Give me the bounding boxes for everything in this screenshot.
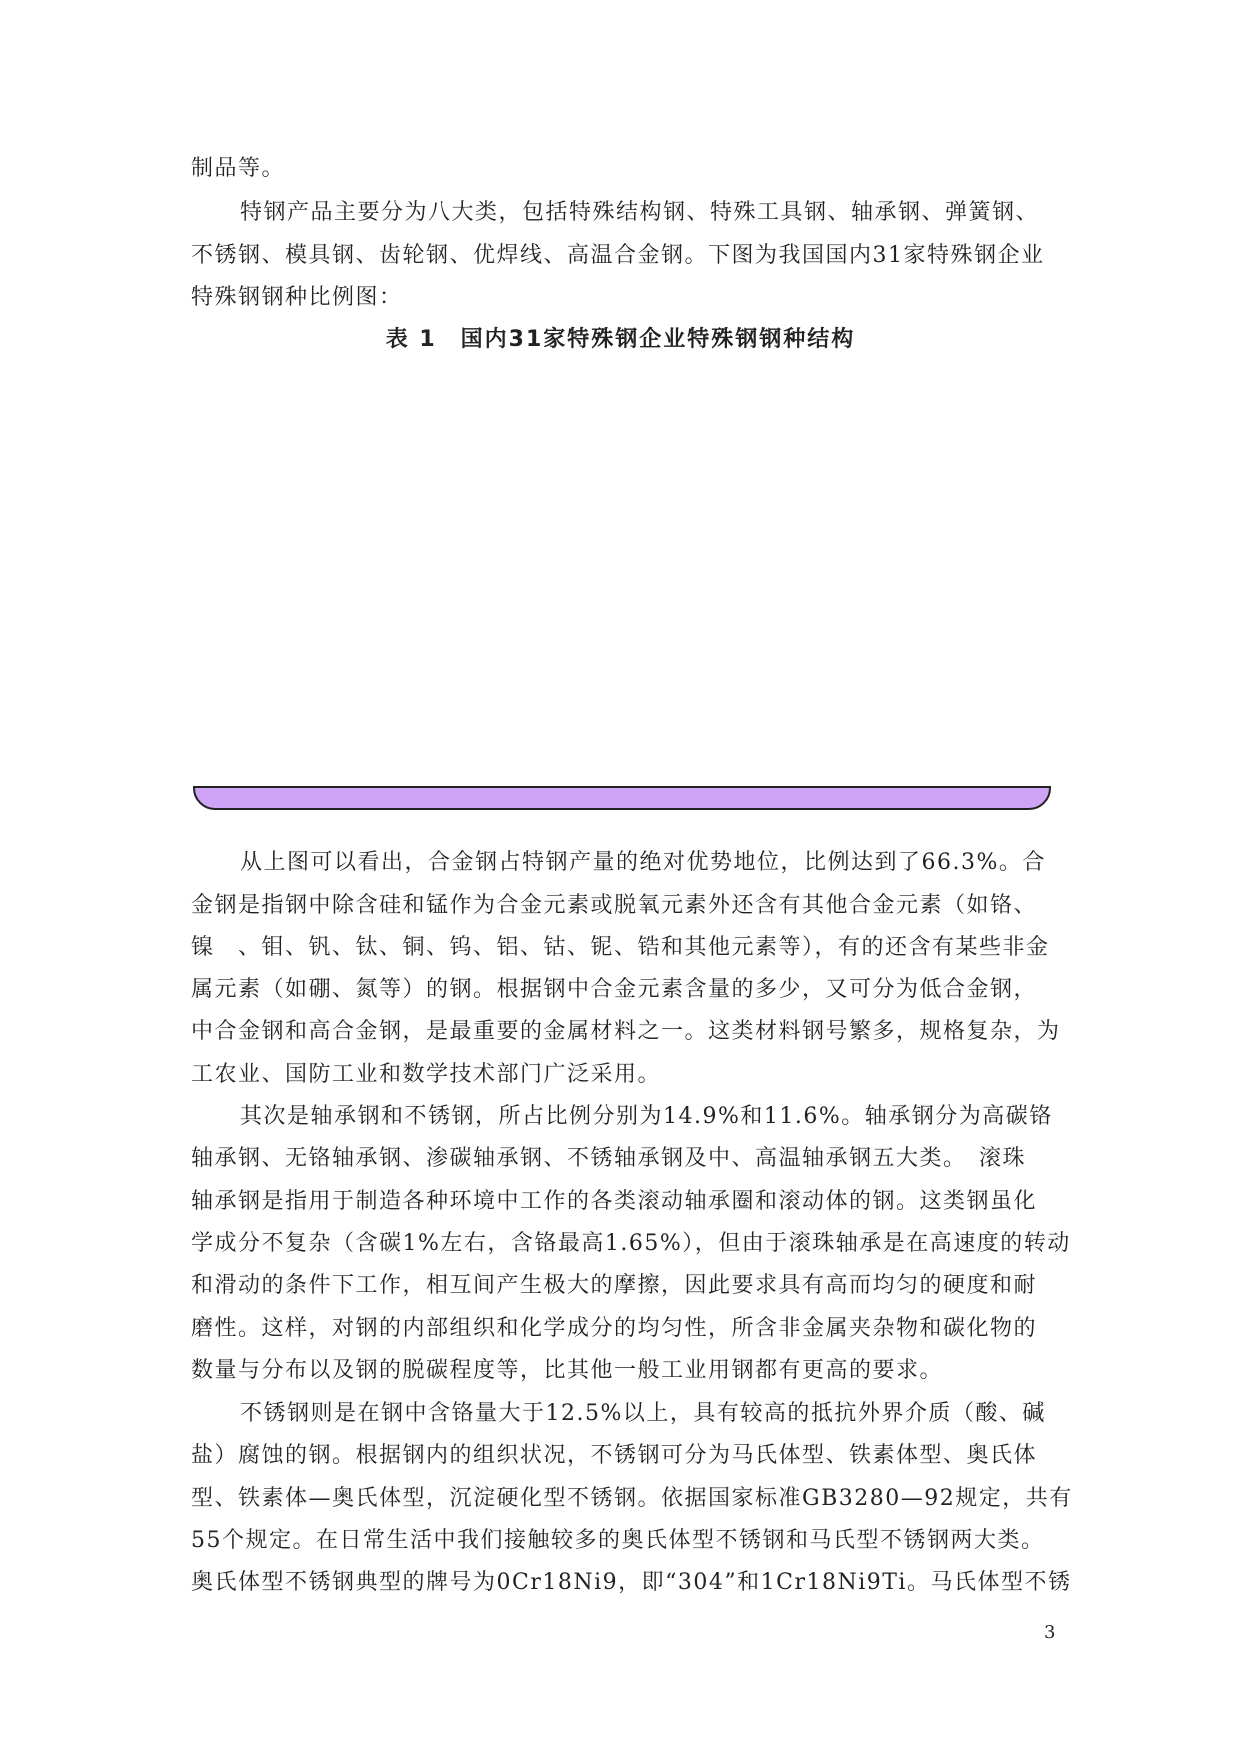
text-line: 奥氏体型不锈钢典型的牌号为0Cr18Ni9，即“304”和1Cr18Ni9Ti。马氏体型不锈 [191, 1570, 1072, 1595]
text-line: 学成分不复杂（含碳1%左右，含铬最高1.65%），但由于滚珠轴承是在高速度的转动 [191, 1231, 1071, 1256]
text-line: 型、铁素体—奥氏体型，沉淀硬化型不锈钢。依据国家标准GB3280—92规定，共有 [191, 1486, 1073, 1511]
text-line: 和滑动的条件下工作，相互间产生极大的摩擦，因此要求具有高而均匀的硬度和耐 [191, 1273, 1038, 1298]
chart-placeholder [192, 360, 1052, 800]
text-line: 属元素（如硼、氮等）的钢。根据钢中合金元素含量的多少，又可分为低合金钢， [191, 977, 1038, 1002]
paragraph-start: 特钢产品主要分为八大类，包括特殊结构钢、特殊工具钢、轴承钢、弹簧钢、 [240, 200, 1040, 225]
text-line: 盐）腐蚀的钢。根据钢内的组织状况，不锈钢可分为马氏体型、铁素体型、奥氏体 [191, 1443, 1038, 1468]
text-line: 工农业、国防工业和数学技术部门广泛采用。 [191, 1062, 662, 1087]
paragraph-start: 不锈钢则是在钢中含铬量大于12.5%以上，具有较高的抵抗外界介质（酸、碱 [240, 1401, 1046, 1426]
table-caption: 表 1 国内31家特殊钢企业特殊钢钢种结构 [385, 327, 856, 352]
text-line: 数量与分布以及钢的脱碳程度等，比其他一般工业用钢都有更高的要求。 [191, 1358, 944, 1383]
text-line: 55个规定。在日常生活中我们接触较多的奥氏体型不锈钢和马氏型不锈钢两大类。 [191, 1528, 1045, 1553]
text-line: 不锈钢、模具钢、齿轮钢、优焊线、高温合金钢。下图为我国国内31家特殊钢企业 [191, 243, 1045, 268]
text-line: 轴承钢、无铬轴承钢、渗碳轴承钢、不锈轴承钢及中、高温轴承钢五大类。 滚珠 [191, 1146, 1027, 1171]
text-line: 制品等。 [191, 156, 286, 181]
text-line: 磨性。这样，对钢的内部组织和化学成分的均匀性，所含非金属夹杂物和碳化物的 [191, 1316, 1038, 1341]
text-line: 金钢是指钢中除含硅和锰作为合金元素或脱氧元素外还含有其他合金元素（如铬、 [191, 893, 1038, 918]
text-line: 镍 、钼、钒、钛、铜、钨、铝、钴、铌、锆和其他元素等），有的还含有某些非金 [191, 935, 1050, 960]
paragraph-start: 其次是轴承钢和不锈钢，所占比例分别为14.9%和11.6%。轴承钢分为高碳铬 [240, 1104, 1053, 1129]
text-line: 轴承钢是指用于制造各种环境中工作的各类滚动轴承圈和滚动体的钢。这类钢虽化 [191, 1189, 1038, 1214]
page-number: 3 [1044, 1622, 1056, 1643]
chart-base-bar [193, 786, 1051, 810]
text-line: 特殊钢钢种比例图： [191, 285, 403, 310]
paragraph-start: 从上图可以看出，合金钢占特钢产量的绝对优势地位，比例达到了66.3%。合 [240, 850, 1046, 875]
text-line: 中合金钢和高合金钢，是最重要的金属材料之一。这类材料钢号繁多，规格复杂，为 [191, 1019, 1061, 1044]
